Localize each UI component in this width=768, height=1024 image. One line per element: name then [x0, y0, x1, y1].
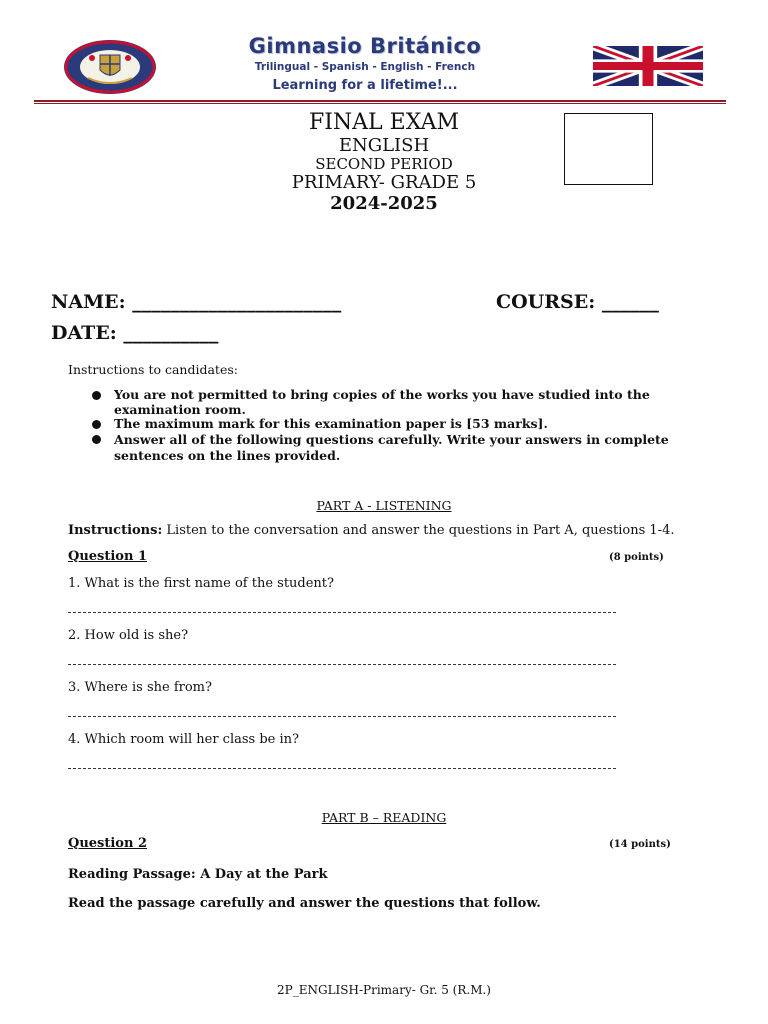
school-name: Gimnasio Británico [248, 34, 482, 58]
reading-passage-instruction: Read the passage carefully and answer the questions that follow. [68, 896, 541, 911]
part-b-heading: PART B – READING [321, 810, 447, 825]
question-1-points: (8 points) [609, 552, 664, 563]
uk-flag-icon [593, 46, 703, 86]
exam-subject: ENGLISH [338, 135, 430, 156]
question-text: 4. Which room will her class be in? [68, 732, 299, 747]
instructions-list [90, 388, 710, 464]
question-2-heading: Question 2 [68, 836, 148, 851]
question-text: 3. Where is she from? [68, 680, 212, 695]
instruction-text: The maximum mark for this examination paper is [53 marks]. [114, 416, 548, 431]
school-motto: Learning for a lifetime!... [272, 78, 458, 93]
question-1-heading: Question 1 [68, 549, 148, 564]
bullet-icon [92, 420, 101, 429]
course-field[interactable]: COURSE: ______ [496, 291, 659, 313]
part-a-instructions-text: Listen to the conversation and answer the questions in Part A, questions 1-4. [162, 523, 675, 538]
exam-period: SECOND PERIOD [315, 155, 453, 173]
instruction-item [90, 432, 710, 464]
school-subtitle: Trilingual - Spanish - English - French [254, 61, 476, 73]
header-divider-thin [34, 103, 726, 104]
school-seal-logo [62, 38, 158, 96]
part-a-instructions [68, 523, 674, 538]
score-box[interactable] [564, 113, 653, 185]
answer-line[interactable] [68, 716, 616, 717]
reading-passage-title: Reading Passage: A Day at the Park [68, 867, 328, 882]
part-a-instructions-label: Instructions: [68, 523, 163, 538]
instructions-heading: Instructions to candidates: [68, 362, 238, 377]
exam-grade: PRIMARY- GRADE 5 [291, 172, 477, 193]
instruction-item [90, 388, 710, 417]
question-text: 2. How old is she? [68, 628, 189, 643]
question-2-points: (14 points) [609, 839, 671, 850]
part-a-heading: PART A - LISTENING [316, 498, 452, 513]
instruction-text: Answer all of the following questions carefully. Write your answers in complete sentences on the lines provided. [114, 431, 669, 463]
instruction-text: You are not permitted to bring copies of the works you have studied into the examination room. [114, 387, 650, 417]
header-divider [34, 100, 726, 102]
page-footer: 2P_ENGLISH-Primary- Gr. 5 (R.M.) [277, 983, 491, 997]
name-field[interactable]: NAME: ______________________ [51, 291, 342, 313]
question-text: 1. What is the first name of the student? [68, 576, 334, 591]
instruction-item [90, 417, 710, 432]
answer-line[interactable] [68, 768, 616, 769]
date-field[interactable]: DATE: __________ [51, 322, 219, 344]
bullet-icon [92, 435, 101, 444]
exam-year: 2024-2025 [330, 193, 438, 214]
answer-line[interactable] [68, 664, 616, 665]
bullet-icon [92, 391, 101, 400]
answer-line[interactable] [68, 612, 616, 613]
exam-title: FINAL EXAM [308, 110, 460, 135]
